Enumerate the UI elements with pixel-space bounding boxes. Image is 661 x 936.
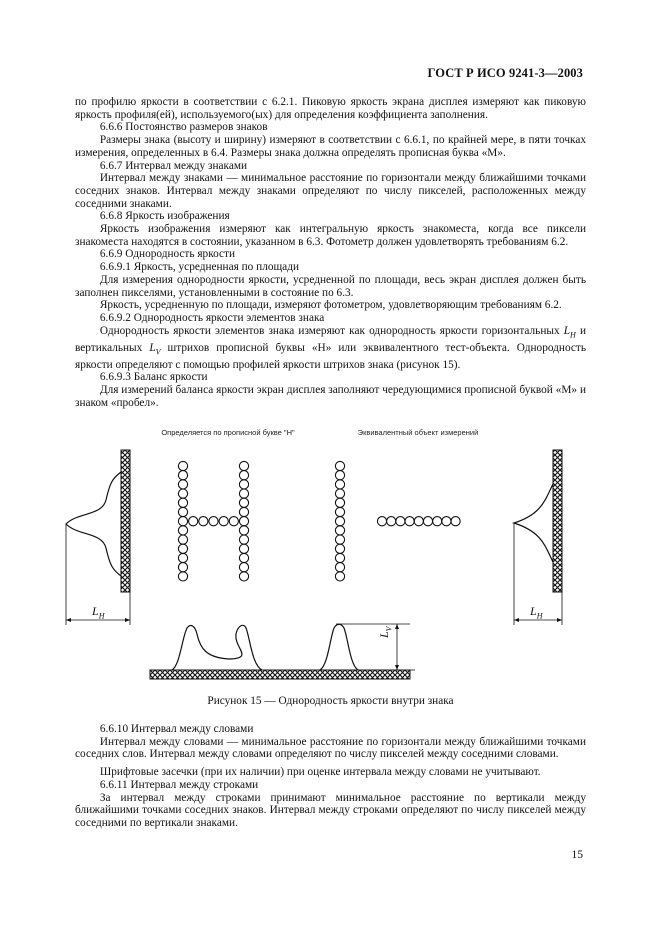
section-heading-6692: 6.6.9.2 Однородность яркости элементов знака xyxy=(99,311,325,324)
pixel-circle xyxy=(396,517,405,526)
dimension-label-lv: $L_V$ xyxy=(377,626,394,638)
pixel-circle xyxy=(178,461,187,470)
pixel-circle xyxy=(239,517,248,526)
paragraph: Для измерения однородности яркости, усредненной по площади, весь экран дисплея должен быть заполнен пикселями, установленными в состояние по 6.3. xyxy=(75,273,586,299)
section-heading-669: 6.6.9 Однородность яркости xyxy=(99,248,236,261)
pixel-circle xyxy=(239,563,248,572)
paragraph: по профилю яркости в соответствии с 6.2.1. Пиковую яркость экрана дисплея измеряют как пиковую яркость профиля(ей), используемого(ых) для определения коэффициента заполнения. xyxy=(75,96,586,121)
pixel-circle xyxy=(178,480,187,489)
pixel-circle xyxy=(335,535,344,544)
dimension-label-lh-left: $L_H$ xyxy=(92,604,105,621)
pixel-circle xyxy=(239,526,248,535)
pixel-circle xyxy=(239,480,248,489)
page-number: 15 xyxy=(571,849,583,861)
dimension-label-lh-right: $L_H$ xyxy=(530,604,543,621)
paragraph: Интервал между словами — минимальное расстояние по горизонтали между ближайшими точками соседних слов. Интервал между словами определяют по числу пикселей между соседними словами. xyxy=(75,735,586,761)
pixel-circle xyxy=(335,553,344,562)
bottom-hatched-bar xyxy=(150,670,410,679)
paragraph: Яркость, усредненную по площади, измеряют фотометром, удовлетворяющим требованиям 6.2. xyxy=(99,299,562,312)
pixel-circle xyxy=(178,535,187,544)
pixel-circle xyxy=(335,471,344,480)
paragraph: Яркость изображения измеряют как интегральную яркость знакоместа, когда все пиксели знакоместа находятся в состоянии, указанном в 6.3. Фотометр должен удовлетворять требованиям 6.2. xyxy=(75,223,586,248)
pixel-circle xyxy=(405,517,414,526)
section-heading-668: 6.6.8 Яркость изображения xyxy=(99,210,230,223)
pixel-circle xyxy=(239,507,248,516)
pixel-circle xyxy=(335,572,344,581)
section-heading-667: 6.6.7 Интервал между знаками xyxy=(99,159,248,172)
figure-label-left: Определяется по прописной букве "Н" xyxy=(161,428,295,437)
paragraph: Шрифтовые засечки (при их наличии) при оценке интервала между словами не учитывают. xyxy=(99,766,541,779)
pixel-circle xyxy=(209,517,218,526)
bottom-profile-h xyxy=(172,625,262,670)
pixel-circle xyxy=(335,507,344,516)
pixel-circle xyxy=(423,517,432,526)
paragraph: За интервал между строками принимают минимальное расстояние по вертикали между ближайшими точками соседних знаков. Интервал между строками определяют по числу пикселей между соседними по вертикали знаками. xyxy=(75,791,586,829)
paragraph: Однородность яркости элементов знака измеряют как однородность яркости горизонтальных $L_H$ и вертикальных $L_V$ штрихов прописной буквы «Н» или эквивалентного тест-объекта. Однородность яркости определяют с помощью профилей яркости штрихов знака (рисунок 15). xyxy=(75,324,586,371)
bottom-profile-i xyxy=(320,624,358,670)
section-heading-666: 6.6.6 Постоянство размеров знаков xyxy=(99,121,268,134)
pixel-circle xyxy=(451,517,460,526)
pixel-circle xyxy=(239,498,248,507)
figure-drawing xyxy=(40,420,630,710)
pixel-circle xyxy=(433,517,442,526)
pixel-circle xyxy=(239,553,248,562)
body-text-top xyxy=(75,96,586,409)
pixel-circle xyxy=(335,544,344,553)
figure-label-right: Эквивалентный объект измерений xyxy=(357,428,479,437)
pixel-circle xyxy=(335,517,344,526)
section-heading-6693: 6.6.9.3 Баланс яркости xyxy=(99,371,208,384)
pixel-circle xyxy=(178,553,187,562)
pixel-circle xyxy=(239,572,248,581)
pixel-circle xyxy=(335,480,344,489)
pixel-circles xyxy=(178,461,460,581)
body-text-bottom xyxy=(75,723,586,830)
pixel-circle xyxy=(178,563,187,572)
pixel-circle xyxy=(178,471,187,480)
paragraph: Размеры знака (высоту и ширину) измеряют в соответствии с 6.6.1, по крайней мере, в пяти точках измерения, определенных в 6.4. Размеры знака должна определять прописная буква «М». xyxy=(75,134,586,159)
pixel-circle xyxy=(178,517,187,526)
section-heading-6691: 6.6.9.1 Яркость, усредненная по площади xyxy=(99,261,299,274)
paragraph: Для измерений баланса яркости экран дисплея заполняют чередующимися прописной буквой «М» и знаком «пробел». xyxy=(75,383,586,409)
pixel-circle xyxy=(239,544,248,553)
pixel-circle xyxy=(442,517,451,526)
document-header: ГОСТ Р ИСО 9241-3—2003 xyxy=(427,66,583,80)
pixel-circle xyxy=(335,498,344,507)
right-luminance-profile xyxy=(514,484,553,562)
left-luminance-profile xyxy=(66,472,121,576)
pixel-circle xyxy=(199,517,208,526)
figure-caption: Рисунок 15 — Однородность яркости внутри знака xyxy=(207,695,454,707)
pixel-circle xyxy=(178,507,187,516)
pixel-circle xyxy=(189,517,198,526)
pixel-circle xyxy=(335,526,344,535)
pixel-circle xyxy=(335,489,344,498)
pixel-circle xyxy=(239,489,248,498)
pixel-circle xyxy=(414,517,423,526)
paragraph: Интервал между знаками — минимальное расстояние по горизонтали между ближайшими точками соседних знаков. Интервал между знаками определяют по числу пикселей, расположенных между соседними знаками. xyxy=(75,172,586,210)
pixel-circle xyxy=(239,461,248,470)
pixel-circle xyxy=(219,517,228,526)
pixel-circle xyxy=(377,517,386,526)
pixel-circle xyxy=(178,544,187,553)
pixel-circle xyxy=(335,461,344,470)
pixel-circle xyxy=(178,572,187,581)
section-heading-6610: 6.6.10 Интервал между словами xyxy=(99,723,254,735)
left-hatched-bar xyxy=(121,450,130,592)
pixel-circle xyxy=(239,535,248,544)
section-heading-6611: 6.6.11 Интервал между строками xyxy=(99,778,259,791)
pixel-circle xyxy=(178,498,187,507)
pixel-circle xyxy=(178,489,187,498)
pixel-circle xyxy=(229,517,238,526)
right-hatched-bar xyxy=(553,450,562,592)
figure-15 xyxy=(40,420,630,710)
pixel-circle xyxy=(178,526,187,535)
pixel-circle xyxy=(335,563,344,572)
pixel-circle xyxy=(387,517,396,526)
pixel-circle xyxy=(239,471,248,480)
